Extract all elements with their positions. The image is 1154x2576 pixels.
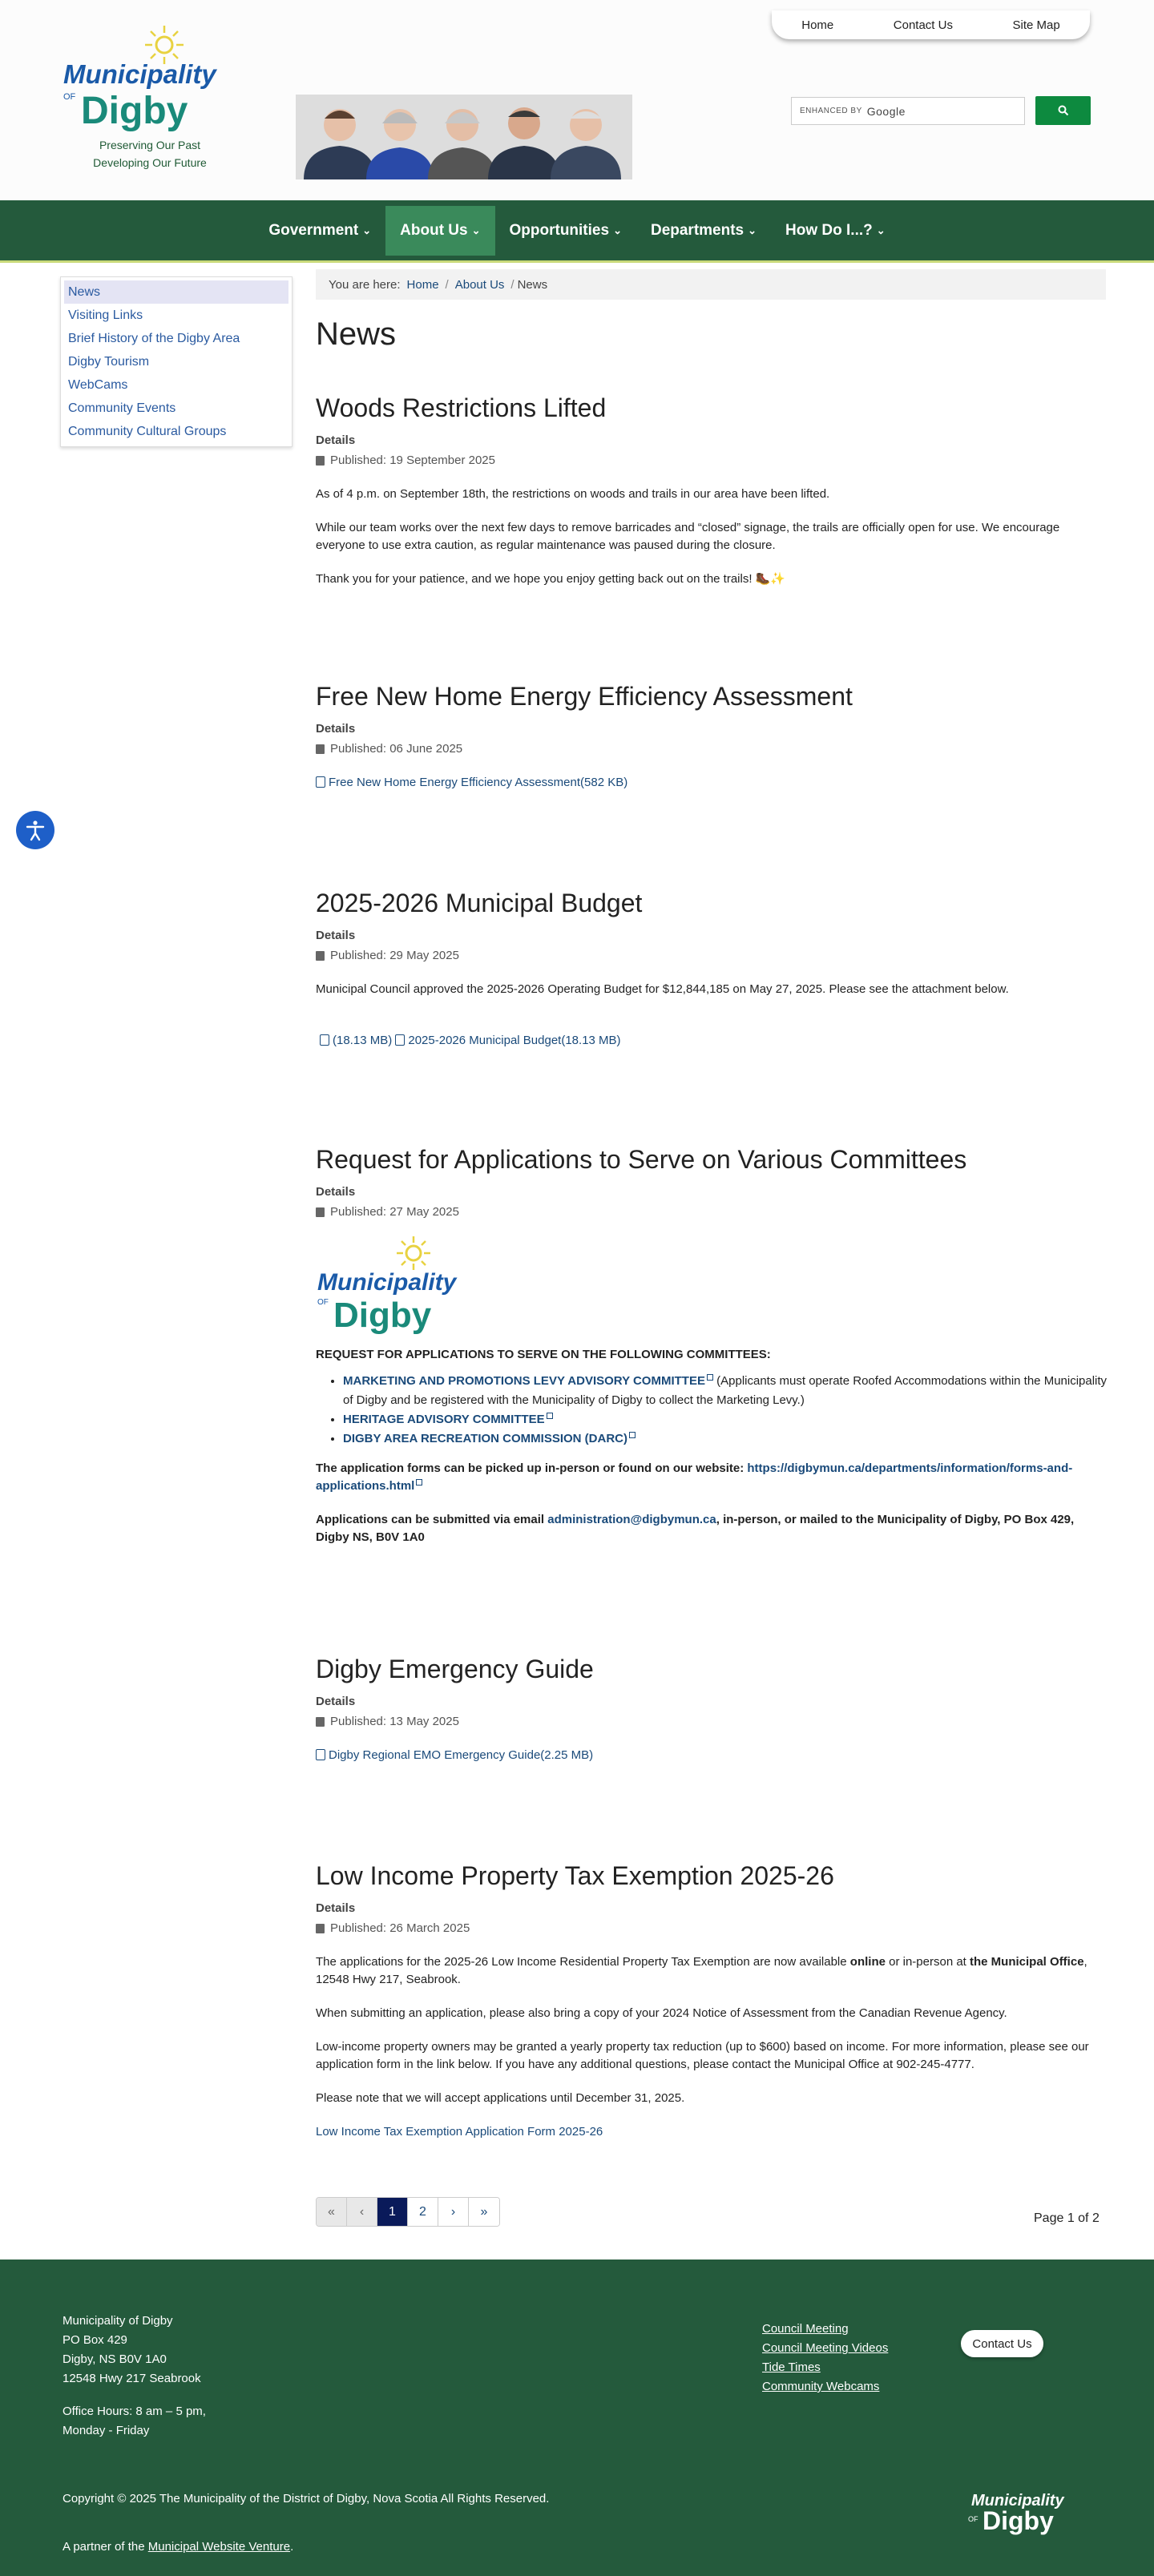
article-title[interactable]: Request for Applications to Serve on Various Committees <box>316 1145 967 1174</box>
breadcrumb-about[interactable]: About Us <box>454 277 505 292</box>
nav-government[interactable]: Government ⌄ <box>268 222 372 239</box>
article-budget: 2025-2026 Municipal Budget Details Published: 29 May 2025 Municipal Council approved the 2025-2026 Operating Budget for $12,844,185 on May 27, 2025. Please see the attachment below. (18.13 MB) 2025-2026 Municipal Budget(18.13 MB) <box>316 886 1009 1050</box>
svg-text:OF: OF <box>968 2515 978 2523</box>
pdf-link[interactable]: 2025-2026 Municipal Budget(18.13 MB) <box>395 1034 620 1047</box>
committee-link[interactable]: DIGBY AREA RECREATION COMMISSION (DARC) <box>343 1432 636 1445</box>
calendar-icon <box>316 1717 325 1727</box>
sun-icon <box>397 1236 430 1270</box>
svg-text:OF: OF <box>63 92 76 102</box>
sidebar-menu <box>60 276 293 447</box>
svg-text:Digby: Digby <box>81 90 188 132</box>
sidebar-item-tourism[interactable]: Digby Tourism <box>68 355 150 369</box>
partner-link[interactable]: Municipal Website Venture <box>147 2540 291 2554</box>
double-chevron-left-icon: « <box>328 2204 335 2219</box>
pdf-icon <box>316 776 325 788</box>
footer-link-council-videos[interactable]: Council Meeting Videos <box>762 2341 889 2355</box>
pdf-link[interactable]: Digby Regional EMO Emergency Guide(2.25 MB) <box>316 1748 593 1762</box>
calendar-icon <box>316 744 325 754</box>
pdf-icon <box>316 1749 325 1760</box>
email-link[interactable]: administration@digbymun.ca <box>547 1513 716 1526</box>
article-energy: Free New Home Energy Efficiency Assessment Details Published: 06 June 2025 Free New Home Energy Efficiency Assessment(582 KB) <box>316 679 853 792</box>
page-counter: Page 1 of 2 <box>1034 2211 1100 2225</box>
page-2-button[interactable]: 2 <box>408 2198 438 2226</box>
nav-departments[interactable]: Departments ⌄ <box>650 222 757 239</box>
pdf-icon <box>320 1034 329 1046</box>
external-link-icon <box>629 1432 636 1438</box>
sidebar-item-events[interactable]: Community Events <box>68 401 176 415</box>
article-title[interactable]: Digby Emergency Guide <box>316 1655 594 1683</box>
breadcrumb-current: News <box>517 277 548 292</box>
search-button[interactable] <box>1035 96 1091 125</box>
article-tax: Low Income Property Tax Exemption 2025-26 Details Published: 26 March 2025 The applications for the 2025-26 Low Income Residential Property Tax Exemption are now available online or in-person at the Municipal Office, 12548 Hwy 217, Seabrook. When submitting an application, please also bring a copy of your 2024 Notice of Assessment from the Canadian Revenue Agency. Low-income property owners may be granted a yearly property tax reduction (up to $600) based on income. For more information, please see our application form in the link below. If you have any additional questions, please contact the Municipal Office at 902-245-4777. Please note that we will accept applications until December 31, 2025. Low Income Tax Exemption Application Form 2025-26 <box>316 1859 1109 2141</box>
prev-page-button[interactable] <box>347 2198 377 2226</box>
top-link-sitemap[interactable]: Site Map <box>1012 18 1060 32</box>
tagline: Preserving Our Past Developing Our Future <box>93 139 207 169</box>
search-icon <box>1058 105 1069 116</box>
chevron-down-icon: ⌄ <box>613 224 622 236</box>
article-title[interactable]: 2025-2026 Municipal Budget <box>316 889 643 917</box>
footer-link-council-meeting[interactable]: Council Meeting <box>762 2322 849 2336</box>
committee-link[interactable]: MARKETING AND PROMOTIONS LEVY ADVISORY COMMITTEE <box>343 1374 713 1388</box>
page-title: News <box>316 316 397 352</box>
chevron-right-icon: › <box>450 2204 456 2219</box>
footer-logo <box>968 2488 1076 2536</box>
footer-link-webcams[interactable]: Community Webcams <box>762 2380 880 2393</box>
council-photo <box>296 95 632 179</box>
breadcrumb-home[interactable]: Home <box>406 277 439 292</box>
article-committees: Request for Applications to Serve on Various Committees Details Published: 27 May 2025 Municipality OF Digby REQUEST FOR APPLICATIONS TO SERVE ON THE FOLLOWING COMMITTEES: • MARKETING AND PROMOTIONS LEVY ADVISORY COMMITTEE (Applicants must operate Roofed Accommodations within the Municipality of Digby and be registered with the Municipality of Digby to collect the Marketing Levy.) • HERITAGE ADVISORY COMMITTEE • DIGBY AREA RECREATION COMMISSION (DARC) The application forms can be picked up in-person or found on our website: https://digbymun.ca/departments/information/forms-and-applications.html Applications can be submitted via email administration@digbymun.ca, in-person, or mailed to the Municipality of Digby, PO Box 429, Digby NS, B0V 1A0 <box>316 1143 1109 1546</box>
pagination <box>316 2197 500 2227</box>
chevron-down-icon: ⌄ <box>362 224 372 236</box>
chevron-down-icon: ⌄ <box>748 224 757 236</box>
footer-address: Municipality of Digby PO Box 429 Digby, NS B0V 1A0 12548 Hwy 217 Seabrook <box>63 2314 201 2385</box>
office-hours: Office Hours: 8 am – 5 pm, Monday - Friday <box>63 2405 206 2437</box>
article-woods: Woods Restrictions Lifted Details Published: 19 September 2025 As of 4 p.m. on September 18th, the restrictions on woods and trails in our area have been lifted. While our team works over the next few days to remove barricades and “closed” signage, the trails are officially open for use. We encourage everyone to use extra caution, as regular maintenance was paused during the closure. Thank you for your patience, and we hope you enjoy getting back out on the trails! 🥾✨ <box>316 391 1109 588</box>
nav-how-do-i[interactable]: How Do I...? ⌄ <box>785 222 886 239</box>
external-link-icon <box>707 1374 713 1381</box>
first-page-button[interactable] <box>317 2198 347 2226</box>
footer-links <box>762 2320 888 2397</box>
accessibility-icon <box>23 818 47 842</box>
accessibility-button[interactable] <box>16 811 54 849</box>
pdf-link[interactable]: Free New Home Energy Efficiency Assessment(582 KB) <box>316 776 627 789</box>
partner-note: A partner of the Municipal Website Venture. <box>63 2540 294 2554</box>
sidebar-item-visiting-links[interactable]: Visiting Links <box>68 308 143 322</box>
top-link-home[interactable]: Home <box>801 18 834 32</box>
sidebar-item-history[interactable]: Brief History of the Digby Area <box>68 332 240 345</box>
top-link-contact[interactable]: Contact Us <box>893 18 953 32</box>
breadcrumb: You are here: Home / About Us / News <box>316 269 1106 300</box>
nav-opportunities[interactable]: Opportunities ⌄ <box>509 222 622 239</box>
chevron-down-icon: ⌄ <box>876 224 886 236</box>
article-emergency: Digby Emergency Guide Details Published: 13 May 2025 Digby Regional EMO Emergency Guide(2.25 MB) <box>316 1652 594 1764</box>
copyright: Copyright © 2025 The Municipality of the District of Digby, Nova Scotia All Rights Reserved. <box>63 2492 550 2505</box>
sidebar-item-news[interactable]: News <box>64 280 288 304</box>
main-content <box>316 312 1109 2139</box>
svg-text:Municipality: Municipality <box>63 59 216 89</box>
municipality-logo <box>316 1232 476 1338</box>
nav-about-us[interactable]: About Us ⌄ <box>385 206 494 256</box>
page-1-button[interactable]: 1 <box>377 2198 408 2226</box>
external-link-icon <box>416 1479 422 1486</box>
site-header <box>0 0 1154 200</box>
sidebar-item-cultural-groups[interactable]: Community Cultural Groups <box>68 425 227 438</box>
main-nav <box>0 200 1154 263</box>
search-input[interactable]: ENHANCED BY Google <box>791 97 1025 125</box>
contact-us-button[interactable]: Contact Us <box>961 2330 1043 2357</box>
calendar-icon <box>316 951 325 961</box>
article-title[interactable]: Woods Restrictions Lifted <box>316 393 607 422</box>
calendar-icon <box>316 456 325 466</box>
svg-text:OF: OF <box>317 1298 329 1307</box>
chevron-left-icon: ‹ <box>359 2204 365 2219</box>
site-footer <box>0 2260 1154 2576</box>
calendar-icon <box>316 1207 325 1217</box>
calendar-icon <box>316 1924 325 1933</box>
svg-text:Municipality: Municipality <box>971 2492 1064 2509</box>
pdf-link[interactable]: (18.13 MB) <box>320 1034 392 1047</box>
article-title[interactable]: Free New Home Energy Efficiency Assessment <box>316 682 853 711</box>
pdf-icon <box>395 1034 405 1046</box>
article-title[interactable]: Low Income Property Tax Exemption 2025-26 <box>316 1861 834 1890</box>
chevron-down-icon: ⌄ <box>471 224 481 236</box>
sidebar-item-webcams[interactable]: WebCams <box>68 378 128 392</box>
svg-text:Digby: Digby <box>983 2506 1054 2535</box>
last-page-button[interactable] <box>469 2198 499 2226</box>
svg-text:Digby: Digby <box>333 1296 432 1335</box>
footer-link-tide-times[interactable]: Tide Times <box>762 2360 821 2374</box>
external-link-icon <box>547 1413 553 1419</box>
double-chevron-right-icon: » <box>480 2204 488 2219</box>
forms-link[interactable]: https://digbymun.ca/departments/information/forms-and-applications.html <box>316 1461 1073 1493</box>
application-form-link[interactable]: Low Income Tax Exemption Application Form 2025-26 <box>316 2125 603 2139</box>
top-links <box>772 10 1090 39</box>
committee-link[interactable]: HERITAGE ADVISORY COMMITTEE <box>343 1413 553 1426</box>
svg-text:Municipality: Municipality <box>317 1269 457 1296</box>
sun-icon <box>145 26 184 64</box>
next-page-button[interactable] <box>438 2198 469 2226</box>
